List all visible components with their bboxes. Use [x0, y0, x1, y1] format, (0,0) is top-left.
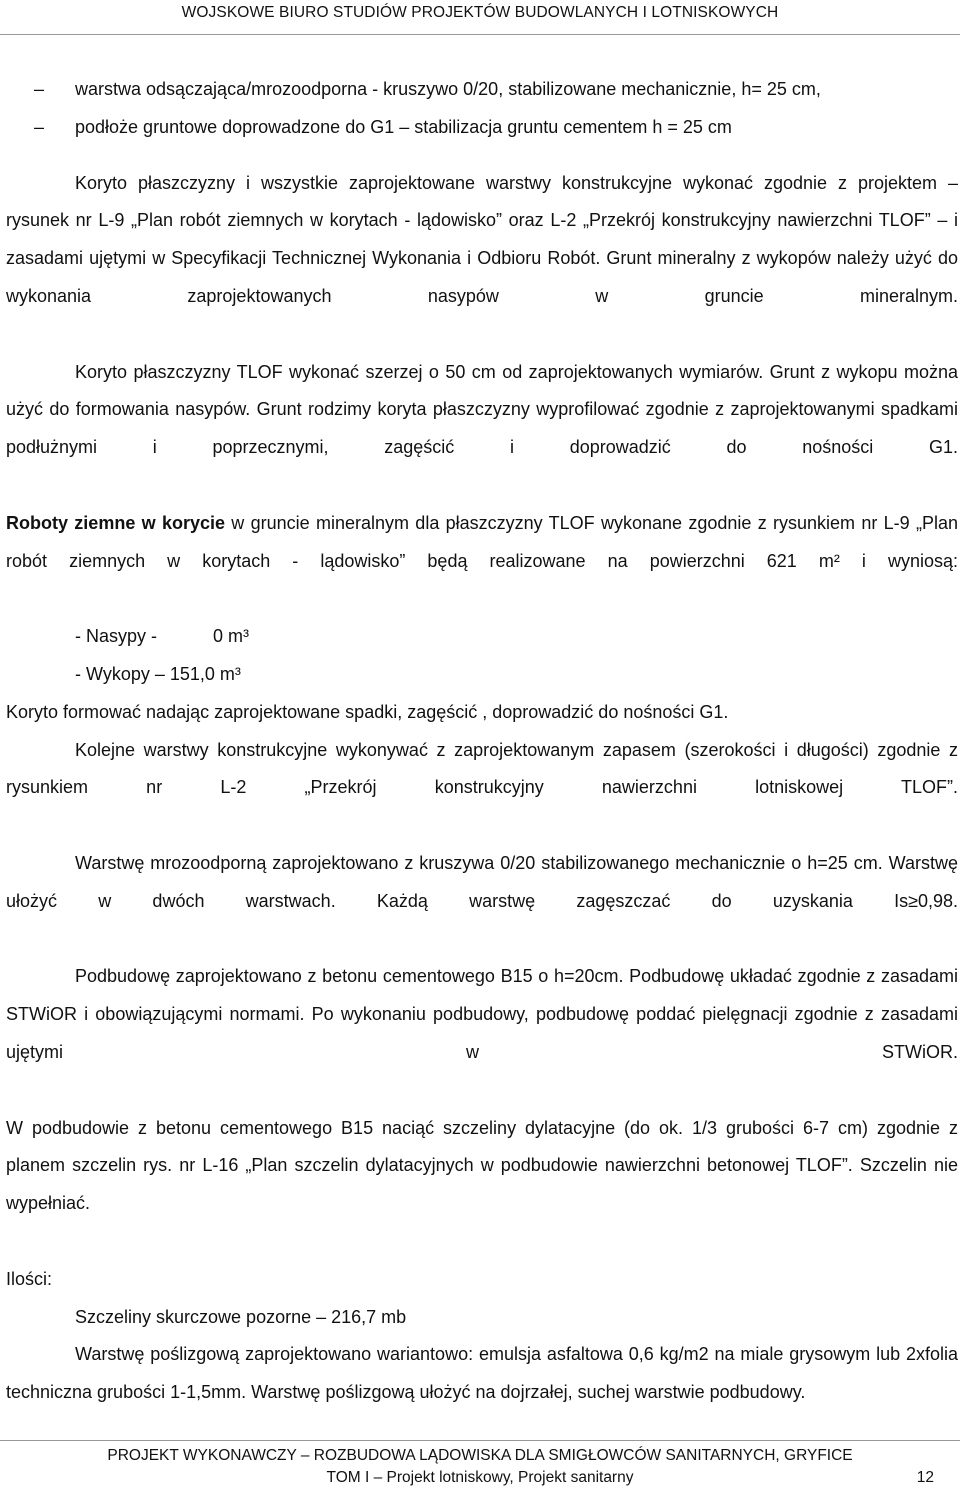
bold-heading: Roboty ziemne w korycie — [6, 512, 225, 533]
list-item — [6, 71, 958, 109]
page-header — [0, 0, 960, 35]
paragraph-szczeliny-ilosc: Szczeliny skurczowe pozorne – 216,7 mb — [75, 1306, 407, 1327]
quantity-row — [6, 656, 958, 694]
spacer — [6, 147, 958, 165]
footer-volume-line — [0, 1467, 960, 1489]
paragraph-warstwa-mrozoodporna: Warstwę mrozoodporną zaprojektowano z kruszywa 0/20 stabilizowanego mechanicznie o h=25 cm. Warstwę ułożyć w dwóch warstwach. Każdą warstwę zagęszczać do uzyskania Is≥0,98. — [6, 852, 958, 911]
header-title: WOJSKOWE BIURO STUDIÓW PROJEKTÓW BUDOWLANYCH I LOTNISKOWYCH — [181, 4, 779, 21]
dash-bullet: – — [34, 116, 45, 137]
paragraph-koryto-tlof: Koryto płaszczyzny TLOF wykonać szerzej o 50 cm od zaprojektowanych wymiarów. Grunt z wykopu można użyć do formowania nasypów. Grunt rodzimy koryta płaszczyzny wyprofilować zgodnie z zaprojektowanymi spadkami podłużnymi i poprzecznymi, zagęścić i doprowadzić do nośności G1. — [6, 361, 958, 458]
quantity-row — [6, 618, 958, 656]
quantity-label: - Nasypy - — [75, 626, 158, 647]
paragraph-podbudowa: Podbudowę zaprojektowano z betonu cementowego B15 o h=20cm. Podbudowę układać zgodnie z zasadami STWiOR i obowiązującymi normami. Po wykonaniu podbudowy, podbudowę poddać pielęgnacji zgodnie z zasadami ujętymi w STWiOR. — [6, 966, 958, 1062]
quantity-label: - Wykopy – — [75, 663, 165, 684]
paragraph-warstwa-poslizgowa: Warstwę poślizgową zaprojektowano wariantowo: emulsja asfaltowa 0,6 kg/m2 na miale grysowym lub 2xfolia techniczna grubości 1-1,5mm. Warstwę poślizgową ułożyć na dojrzałej, suchej warstwie podbudowy. — [6, 1344, 958, 1403]
page-footer — [0, 1440, 960, 1489]
quantity-value: 151,0 m³ — [169, 663, 241, 684]
paragraph-formowanie: Koryto formować nadając zaprojektowane spadki, zagęścić , doprowadzić do nośności G1. — [6, 701, 729, 722]
paragraph-kolejne-warstwy: Kolejne warstwy konstrukcyjne wykonywać z zaprojektowanym zapasem (szerokości i długości) zgodnie z rysunkiem nr L-2 „Przekrój konstrukcyjny nawierzchni lotniskowej TLOF”. — [6, 739, 958, 798]
paragraph-szczeliny: W podbudowie z betonu cementowego B15 naciąć szczeliny dylatacyjne (do ok. 1/3 grubości 6-7 cm) zgodnie z planem szczelin rys. nr L-16 „Plan szczelin dylatacyjnych w podbudowie nawierzchni betonowej TLOF”. Szczelin nie wypełniać. — [6, 1117, 958, 1214]
dash-bullet: – — [34, 79, 45, 99]
list-item — [6, 109, 958, 147]
paragraph-text: w gruncie mineralnym dla płaszczyzny TLOF wykonane zgodnie z rysunkiem nr L-9 „Plan robót ziemnych w korytach - lądowisko” będą realizowane na powierzchni 621 m² i wyniosą: — [6, 512, 959, 571]
paragraph-koryto: Koryto płaszczyzny i wszystkie zaprojektowane warstwy konstrukcyjne wykonać zgodnie z projektem – rysunek nr L-9 „Plan robót ziemnych w korytach - lądowisko” oraz L-2 „Przekrój konstrukcyjny nawierzchni TLOF” – i zasadami ujętymi w Specyfikacji Technicznej Wykonania i Odbioru Robót. Grunt mineralny z wykopów należy użyć do wykonania zaprojektowanych nasypów w gruncie mineralnym. — [6, 172, 958, 306]
document-body — [6, 71, 958, 1412]
page-number: 12 — [916, 1469, 934, 1486]
footer-project-title: PROJEKT WYKONAWCZY – ROZBUDOWA LĄDOWISKA DLA SMIGŁOWCÓW SANITARNYCH, GRYFICE — [107, 1447, 853, 1464]
quantity-value: 0 m³ — [213, 626, 249, 647]
ilosci-label: Ilości: — [6, 1268, 53, 1289]
footer-volume: TOM I – Projekt lotniskowy, Projekt sanitarny — [326, 1469, 634, 1486]
list-item-text: podłoże gruntowe doprowadzone do G1 – stabilizacja gruntu cementem h = 25 cm — [75, 116, 732, 137]
list-item-text: warstwa odsączająca/mrozoodporna - kruszywo 0/20, stabilizowane mechanicznie, h= 25 cm, — [75, 79, 821, 99]
paragraph-roboty-ziemne — [6, 505, 958, 618]
